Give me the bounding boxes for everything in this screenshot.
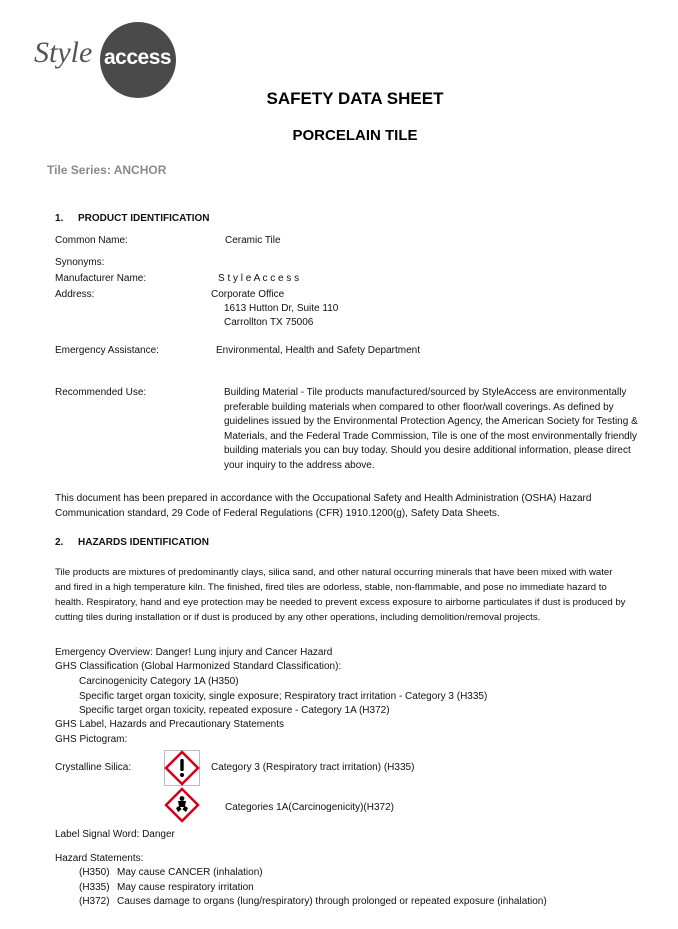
osha-line: This document has been prepared in accordance with the Occupational Safety and Health Administration (OSHA) Hazard bbox=[55, 493, 592, 504]
synonyms-label: Synonyms: bbox=[55, 257, 105, 268]
hazard-code: (H335) bbox=[79, 882, 110, 893]
manufacturer-value: S t y l e A c c e s s bbox=[218, 273, 300, 284]
intro-line: health. Respiratory, hand and eye protection may be needed to prevent excess exposure to airborne particulates if dust is produced by bbox=[55, 597, 626, 608]
hazards-intro bbox=[55, 565, 665, 625]
hazard-statements-label: Hazard Statements: bbox=[55, 853, 144, 864]
osha-paragraph bbox=[55, 491, 655, 521]
intro-line: and fired in a high temperature kiln. The finished, fired tiles are odorless, stable, non-flammable, and pose no immediate hazard to bbox=[55, 582, 607, 593]
ghs-item: Specific target organ toxicity, repeated exposure - Category 1A (H372) bbox=[79, 705, 390, 716]
health-hazard-icon bbox=[164, 787, 200, 823]
page-title: SAFETY DATA SHEET bbox=[266, 89, 444, 108]
logo-access-text: access bbox=[104, 46, 172, 69]
ghs-item: Specific target organ toxicity, single exposure; Respiratory tract irritation - Category 3 (H335) bbox=[79, 691, 488, 702]
crystalline-silica-label: Crystalline Silica: bbox=[55, 762, 132, 773]
common-name-label: Common Name: bbox=[55, 235, 128, 246]
ghs-item: Carcinogenicity Category 1A (H350) bbox=[79, 676, 239, 687]
emergency-overview: Emergency Overview: Danger! Lung injury and Cancer Hazard bbox=[55, 647, 333, 658]
emergency-label: Emergency Assistance: bbox=[55, 345, 159, 356]
pictogram2-description: Categories 1A(Carcinogenicity)(H372) bbox=[225, 802, 394, 813]
ghs-classification: GHS Classification (Global Harmonized Standard Classification): bbox=[55, 661, 342, 672]
address-line: Carrollton TX 75006 bbox=[224, 317, 314, 328]
recommended-use-label: Recommended Use: bbox=[55, 387, 147, 398]
common-name-value: Ceramic Tile bbox=[225, 235, 281, 246]
hazard-text: May cause respiratory irritation bbox=[117, 882, 254, 893]
logo-script-text: Style bbox=[34, 36, 93, 69]
exclamation-hazard-icon bbox=[164, 750, 200, 786]
ghs-pictogram-label: GHS Pictogram: bbox=[55, 734, 128, 745]
hazard-code: (H350) bbox=[79, 867, 110, 878]
intro-line: cutting tiles during installation or if dust is produced by any other operations, including demolition/removal projects. bbox=[55, 612, 541, 623]
intro-line: Tile products are mixtures of predominantly clays, silica sand, and other natural occurring minerals that have been mixed with water bbox=[55, 567, 613, 578]
use-line: building materials you can buy today. Should you desire additional information, please direct bbox=[224, 445, 631, 456]
manufacturer-label: Manufacturer Name: bbox=[55, 273, 147, 284]
hazard-code: (H372) bbox=[79, 896, 110, 907]
address-line: 1613 Hutton Dr, Suite 110 bbox=[224, 303, 339, 314]
use-line: your inquiry to the address above. bbox=[224, 459, 375, 471]
address-line: Corporate Office bbox=[211, 289, 285, 300]
hazard-text: Causes damage to organs (lung/respiratory) through prolonged or repeated exposure (inhalation) bbox=[117, 896, 547, 907]
section2-heading: HAZARDS IDENTIFICATION bbox=[78, 537, 209, 548]
pictogram1-description: Category 3 (Respiratory tract irritation) (H335) bbox=[211, 762, 415, 773]
signal-word: Label Signal Word: Danger bbox=[55, 829, 175, 840]
hazard-text: May cause CANCER (inhalation) bbox=[117, 867, 263, 878]
use-line: guidelines issued by the Environmental Protection Agency, the American Society for Testing & bbox=[224, 416, 638, 427]
use-line: Building Material - Tile products manufactured/sourced by StyleAccess are environmentally bbox=[224, 387, 627, 398]
use-line: Materials, and the Federal Trade Commission, Tile is one of the most environmentally friendly bbox=[224, 430, 637, 442]
ghs-label-heading: GHS Label, Hazards and Precautionary Statements bbox=[55, 719, 285, 730]
section2-number: 2. bbox=[55, 537, 64, 548]
recommended-use-text bbox=[224, 386, 664, 473]
page-subtitle: PORCELAIN TILE bbox=[292, 127, 418, 144]
tile-series: Tile Series: ANCHOR bbox=[47, 163, 167, 177]
use-line: preferable building materials when compared to other floor/wall coverings. As defined by bbox=[224, 401, 614, 413]
address-label: Address: bbox=[55, 289, 95, 300]
section1-heading: PRODUCT IDENTIFICATION bbox=[78, 213, 210, 224]
osha-line: Communication standard, 29 Code of Federal Regulations (CFR) 1910.1200(g), Safety Data Sheets. bbox=[55, 508, 500, 519]
emergency-value: Environmental, Health and Safety Department bbox=[216, 345, 420, 356]
section1-number: 1. bbox=[55, 213, 64, 224]
